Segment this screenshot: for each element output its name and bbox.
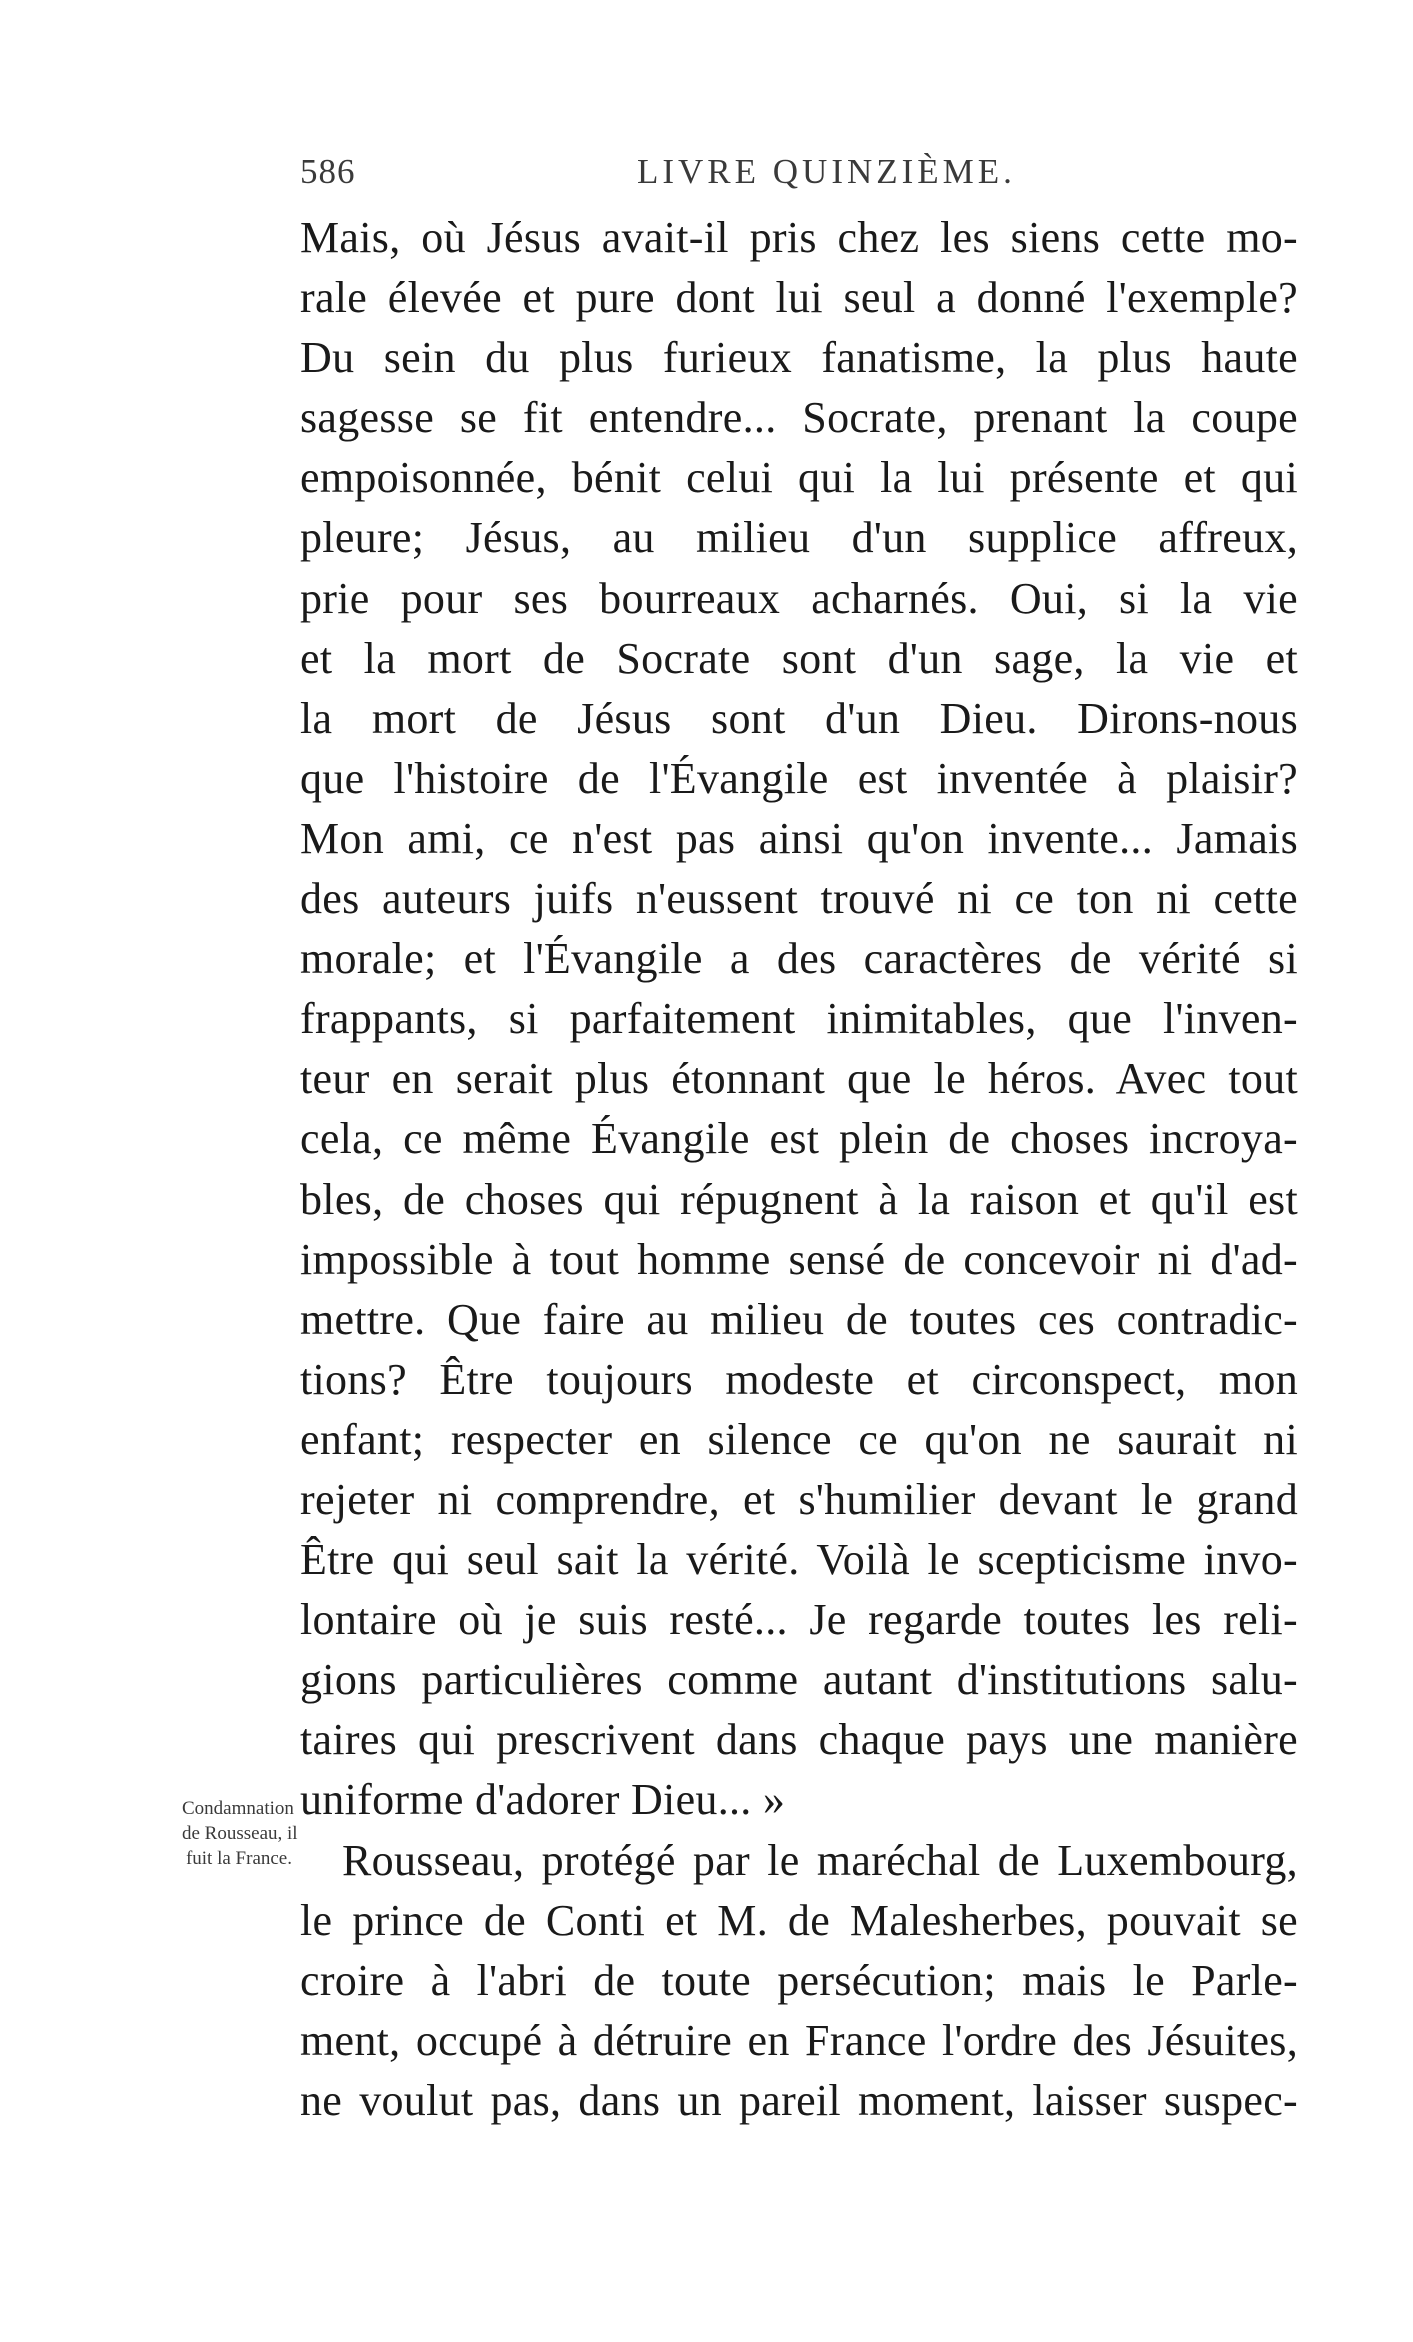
text-line: enfant; respecter en silence ce qu'on ne saurait ni [300,1414,1298,1464]
text-line: ment, occupé à détruire en France l'ordre des Jésuites, [300,2015,1298,2065]
running-head: LIVRE QUINZIÈME. [637,152,1016,191]
text-line: uniforme d'adorer Dieu... » [300,1775,786,1825]
text-line: ne voulut pas, dans un pareil moment, laisser suspec- [300,2075,1298,2125]
text-line: morale; et l'Évangile a des caractères de vérité si [300,934,1298,984]
text-line: des auteurs juifs n'eussent trouvé ni ce ton ni cette [300,874,1298,924]
text-line: la mort de Jésus sont d'un Dieu. Dirons-nous [300,693,1298,743]
text-line: mettre. Que faire au milieu de toutes ces contradic- [300,1294,1298,1344]
paragraph-start-line: Rousseau, protégé par le maréchal de Luxembourg, [342,1835,1298,1885]
text-line: lontaire où je suis resté... Je regarde toutes les reli- [300,1595,1298,1645]
margin-note-line: Condamnation [182,1798,294,1819]
text-line: bles, de choses qui répugnent à la raison et qu'il est [300,1174,1298,1224]
body-text [300,208,1298,2131]
margin-note-line: fuit la France. [185,1848,292,1869]
text-line: taires qui prescrivent dans chaque pays une manière [300,1715,1298,1765]
text-line: rale élevée et pure dont lui seul a donné l'exemple? [300,273,1298,323]
text-line: gions particulières comme autant d'institutions salu- [300,1655,1298,1705]
text-line: cela, ce même Évangile est plein de choses incroya- [300,1114,1298,1164]
text-line: le prince de Conti et M. de Malesherbes, pouvait se [300,1895,1298,1945]
text-line: teur en serait plus étonnant que le héros. Avec tout [300,1054,1298,1104]
text-line: impossible à tout homme sensé de concevoir ni d'ad- [300,1234,1298,1284]
text-line: pleure; Jésus, au milieu d'un supplice affreux, [300,513,1298,563]
text-line: empoisonnée, bénit celui qui la lui présente et qui [300,453,1298,503]
page-number: 586 [300,152,356,191]
text-line: que l'histoire de l'Évangile est inventée à plaisir? [300,753,1298,803]
text-line: et la mort de Socrate sont d'un sage, la vie et [300,633,1298,683]
text-line: Mon ami, ce n'est pas ainsi qu'on invente... Jamais [300,813,1298,863]
text-line: frappants, si parfaitement inimitables, que l'inven- [300,994,1298,1044]
text-line: croire à l'abri de toute persécution; mais le Parle- [300,1955,1298,2005]
text-line: Du sein du plus furieux fanatisme, la plus haute [300,333,1298,383]
margin-note-line: de Rousseau, il [182,1823,298,1844]
text-line: prie pour ses bourreaux acharnés. Oui, si la vie [300,573,1298,623]
text-line: Être qui seul sait la vérité. Voilà le scepticisme invo- [300,1535,1298,1585]
margin-note [182,1796,298,1871]
text-line: tions? Être toujours modeste et circonspect, mon [300,1354,1298,1404]
text-line: Mais, où Jésus avait-il pris chez les siens cette mo- [300,213,1298,262]
page-header [270,152,1070,202]
text-line: sagesse se fit entendre... Socrate, prenant la coupe [300,393,1298,443]
text-line: rejeter ni comprendre, et s'humilier devant le grand [300,1474,1298,1524]
